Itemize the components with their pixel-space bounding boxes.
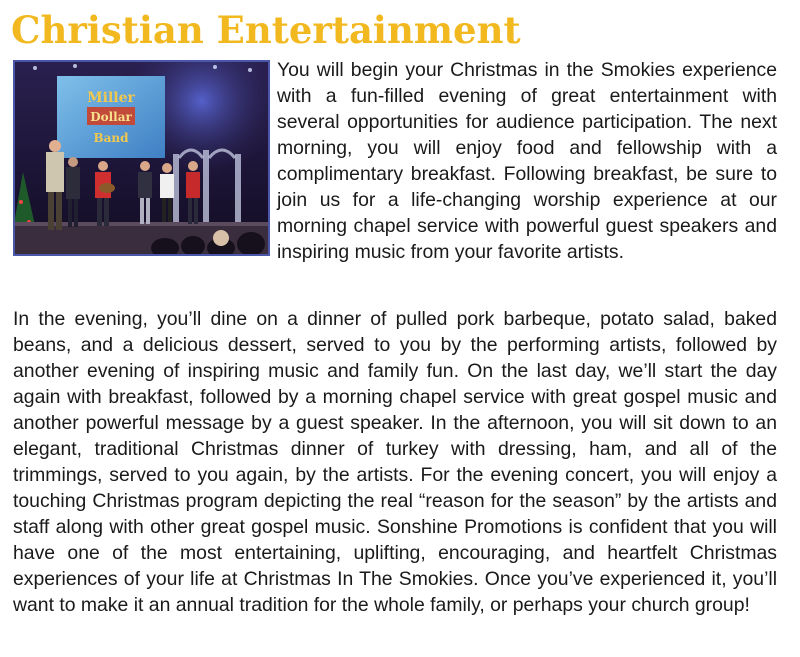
details-paragraph: In the evening, you’ll dine on a dinner of pulled pork barbeque, potato salad, baked beans, and a delicious dessert, served to you by the performing artists, followed by another evening of inspiring music and family fun. On the last day, we’ll start the day again with breakfast, followed by a morning chapel service with great gospel music and another powerful message by a guest speaker. In the afternoon, you will sit down to an elegant, traditional Christmas dinner of turkey with dressing, ham, and all of the trimmings, served to you again, by the artists. For the evening concert, you will enjoy a touching Christmas program depicting the real “reason for the season” by the artists and staff along with other great gospel music. Sonshine Promotions is confident that you will have one of the most entertaining, uplifting, encouraging, and heartfelt Christmas experiences of your life at Christmas In The Smokies. Once you’ve experienced it, you’ll want to make it an annual tradition for the whole family, or perhaps your church group! xyxy=(13,308,777,616)
screen-text-3: Band xyxy=(93,131,129,145)
stage-photo-illustration xyxy=(15,62,268,254)
stage-photo xyxy=(13,60,270,256)
screen-text-1: Miller xyxy=(87,90,135,106)
intro-paragraph: You will begin your Christmas in the Smokies experience with a fun-filled evening of great entertainment with several opportunities for audience participation. The next morning, you will enjoy food and fellowship with a complimentary breakfast. Following breakfast, be sure to join us for a life-changing worship experience at our morning chapel service with powerful guest speakers and inspiring music from your favorite artists. xyxy=(277,59,777,263)
screen-text-2: Dollar xyxy=(90,110,132,124)
section-heading: Christian Entertainment xyxy=(11,8,521,52)
